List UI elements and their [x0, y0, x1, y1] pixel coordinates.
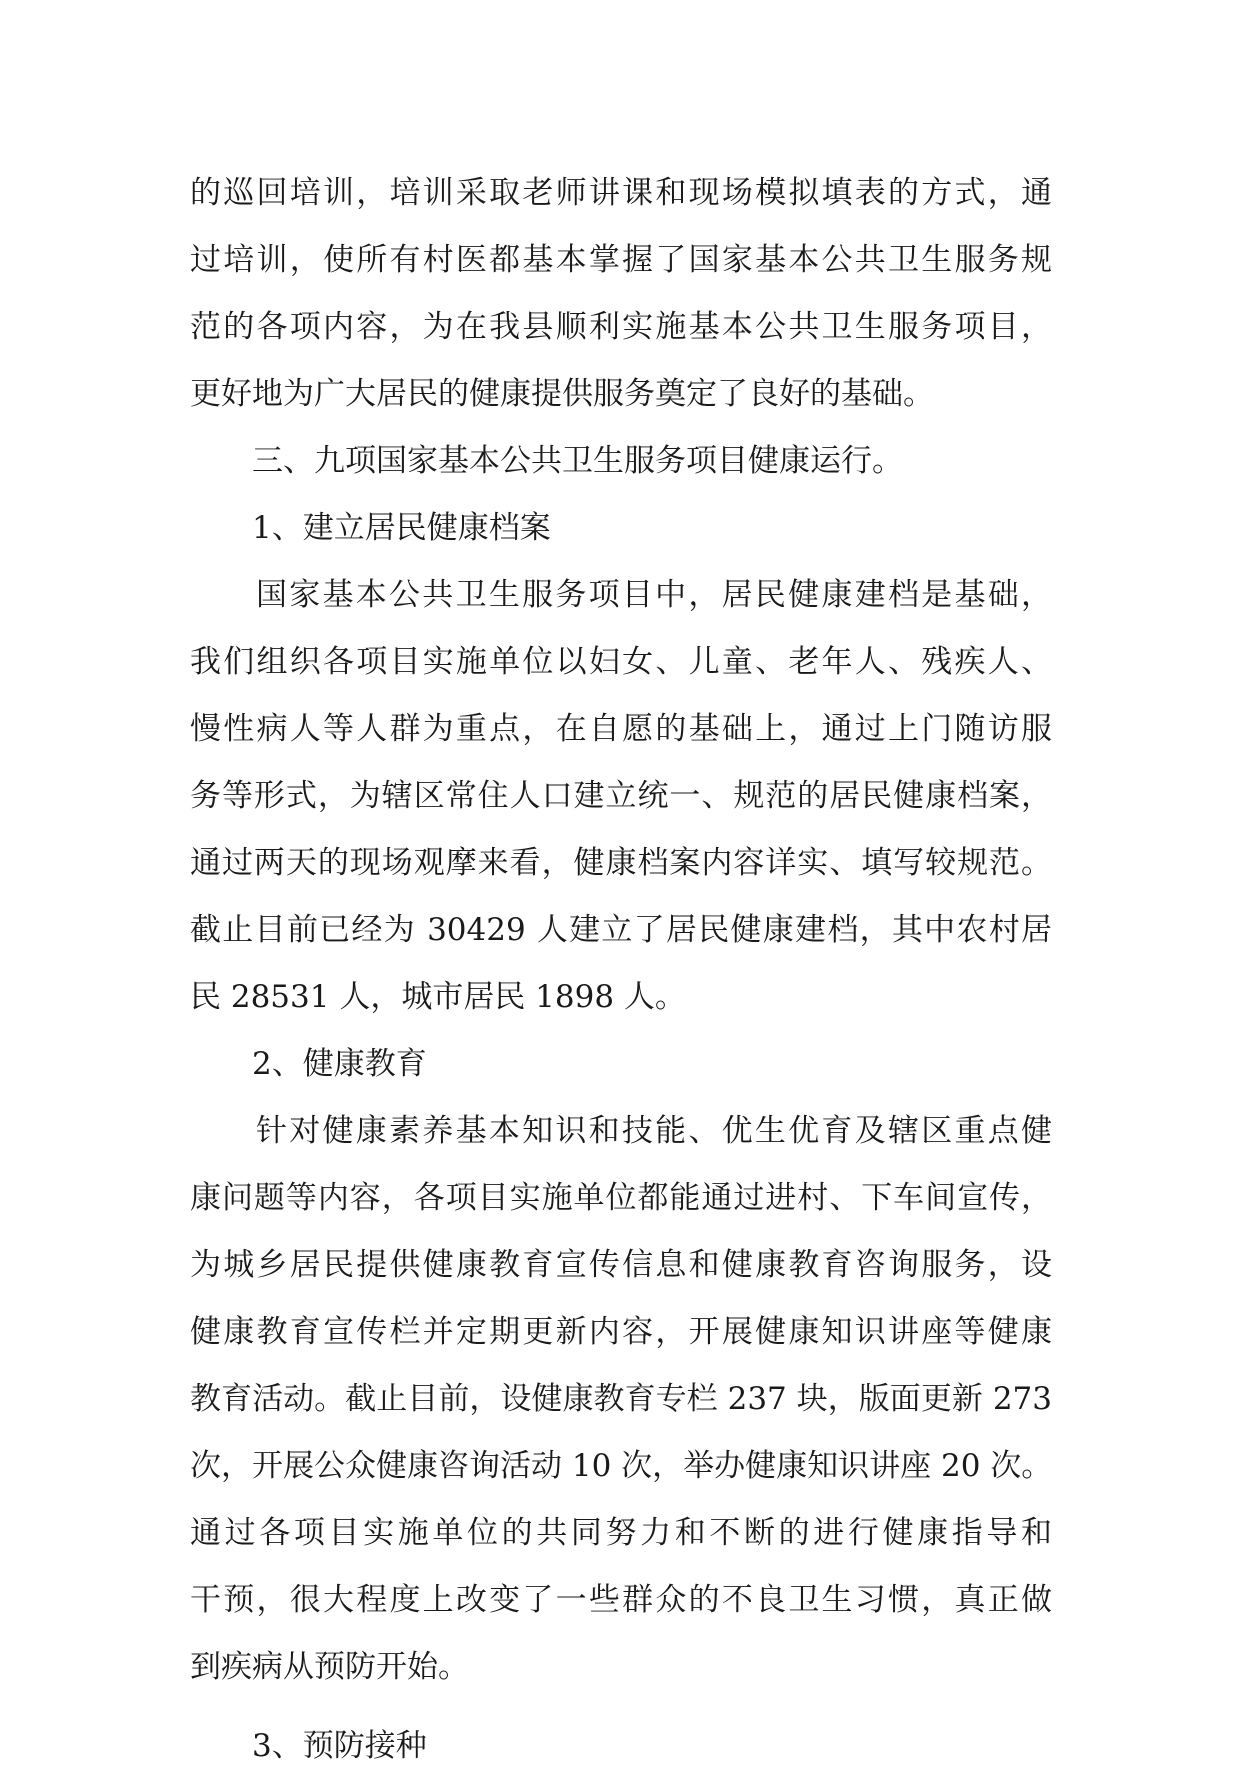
subsection-heading: 2、健康教育	[252, 1046, 427, 1082]
text-line: 务等形式，为辖区常住人口建立统一、规范的居民健康档案，	[190, 778, 1052, 814]
text-line: 为城乡居民提供健康教育宣传信息和健康教育咨询服务，设	[190, 1247, 1052, 1283]
text-line: 通过各项目实施单位的共同努力和不断的进行健康指导和	[190, 1515, 1052, 1551]
text-line: 通过两天的现场观摩来看，健康档案内容详实、填写较规范。	[190, 845, 1052, 881]
text-line: 更好地为广大居民的健康提供服务奠定了良好的基础。	[190, 376, 934, 412]
paragraph-first-line: 针对健康素养基本知识和技能、优生优育及辖区重点健	[256, 1113, 1052, 1149]
text-line: 干预，很大程度上改变了一些群众的不良卫生习惯，真正做	[190, 1582, 1052, 1618]
text-line: 过培训，使所有村医都基本掌握了国家基本公共卫生服务规	[190, 242, 1052, 278]
text-line: 的巡回培训，培训采取老师讲课和现场模拟填表的方式，通	[190, 175, 1052, 211]
text-line: 民 28531 人，城市居民 1898 人。	[190, 979, 686, 1015]
text-line: 截止目前已经为 30429 人建立了居民健康建档，其中农村居	[190, 912, 1052, 948]
document-body	[190, 160, 1052, 1780]
text-line: 次，开展公众健康咨询活动 10 次，举办健康知识讲座 20 次。	[190, 1448, 1053, 1484]
text-line: 慢性病人等人群为重点，在自愿的基础上，通过上门随访服	[190, 711, 1052, 747]
text-line: 范的各项内容，为在我县顺利实施基本公共卫生服务项目，	[190, 309, 1052, 345]
section-heading: 三、九项国家基本公共卫生服务项目健康运行。	[252, 443, 903, 479]
subsection-heading: 1、建立居民健康档案	[252, 510, 551, 546]
text-line: 健康教育宣传栏并定期更新内容，开展健康知识讲座等健康	[190, 1314, 1052, 1350]
text-line: 我们组织各项目实施单位以妇女、儿童、老年人、残疾人、	[190, 644, 1052, 680]
text-line: 康问题等内容，各项目实施单位都能通过进村、下车间宣传，	[190, 1180, 1052, 1216]
text-line: 到疾病从预防开始。	[190, 1649, 469, 1685]
subsection-heading: 3、预防接种	[252, 1728, 427, 1764]
text-line: 教育活动。截止目前，设健康教育专栏 237 块，版面更新 273	[190, 1381, 1052, 1417]
paragraph-first-line: 国家基本公共卫生服务项目中，居民健康建档是基础，	[256, 577, 1052, 613]
